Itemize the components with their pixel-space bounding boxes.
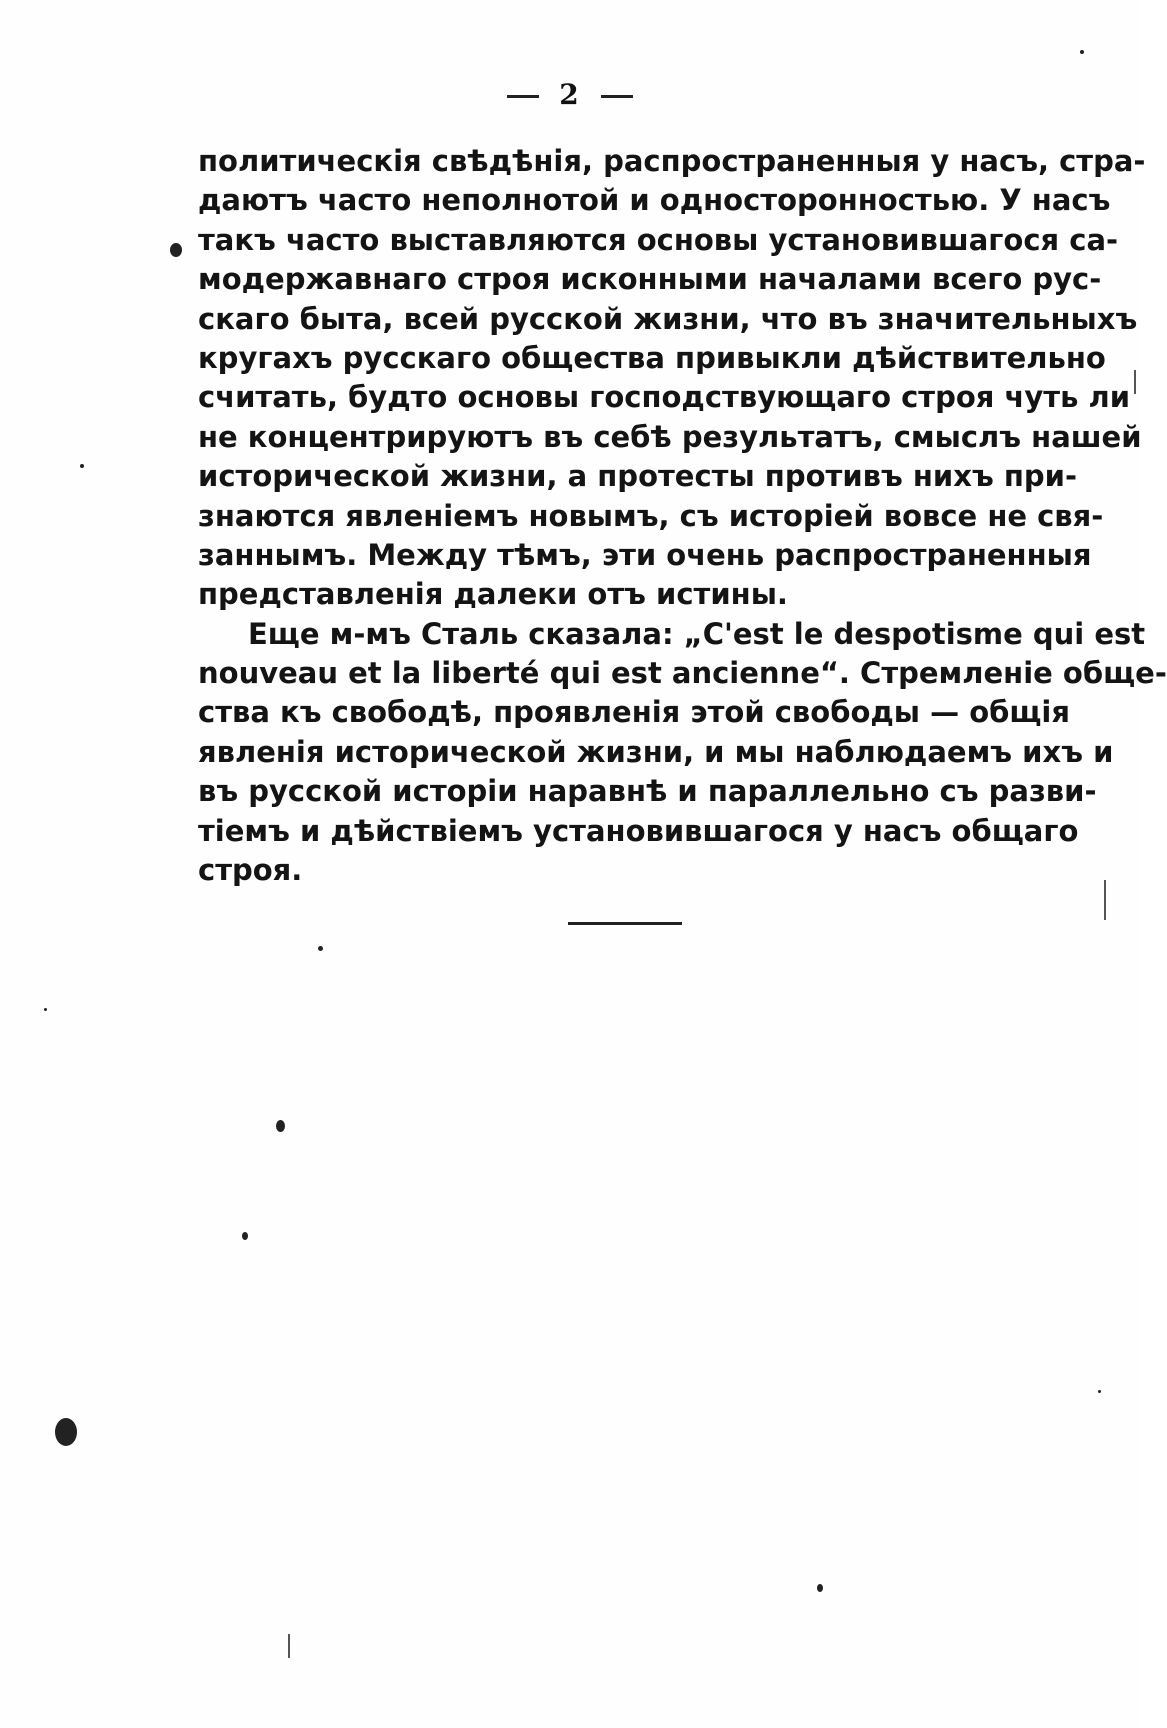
- text-line: даютъ часто неполнотой и односторонностью. У насъ: [198, 183, 1111, 218]
- text-line: Еще м-мъ Сталь сказала: „C'est le despotisme qui est: [248, 616, 1146, 651]
- ink-speck: [1098, 1390, 1101, 1393]
- ink-speck: [80, 464, 84, 468]
- text-line: скаго быта, всей русской жизни, что въ значительныхъ: [198, 301, 1138, 336]
- right-dash: [601, 95, 633, 98]
- ink-speck: [170, 243, 182, 257]
- text-line: политическія свѣдѣнія, распространенныя у насъ, стра-: [198, 144, 1146, 178]
- page-number-header: [0, 78, 1140, 111]
- ink-speck: [55, 1418, 77, 1446]
- page-number: 2: [559, 78, 581, 111]
- text-line: тіемъ и дѣйствіемъ установившагося у насъ общаго: [198, 813, 1079, 848]
- text-line: такъ часто выставляются основы установившагося са-: [198, 222, 1119, 257]
- scan-line: [1104, 880, 1106, 920]
- left-dash: [507, 95, 539, 98]
- ink-speck: [44, 1008, 47, 1011]
- scan-line: [288, 1634, 290, 1658]
- ink-speck: [817, 1584, 823, 1592]
- text-line: знаются явленіемъ новымъ, съ исторіей вовсе не свя-: [198, 498, 1104, 533]
- text-line: ства къ свободѣ, проявленія этой свободы — общія: [198, 695, 1070, 730]
- text-line: строя.: [198, 853, 303, 888]
- text-line: nouveau et la liberté qui est ancienne“. Стремленіе обще-: [198, 656, 1167, 691]
- ink-speck: [276, 1120, 285, 1132]
- text-line: явленія исторической жизни, и мы наблюдаемъ ихъ и: [198, 734, 1114, 769]
- text-line: не концентрируютъ въ себѣ результатъ, смыслъ нашей: [198, 419, 1142, 454]
- ink-speck: [318, 946, 323, 951]
- text-line: исторической жизни, а протесты противъ нихъ при-: [198, 459, 1077, 494]
- ink-speck: [1080, 50, 1084, 54]
- text-line: въ русской исторіи наравнѣ и параллельно съ разви-: [198, 774, 1097, 809]
- text-line: представленія далеки отъ истины.: [198, 577, 788, 612]
- body-text: [198, 142, 1167, 890]
- text-line: модержавнаго строя исконными началами всего рус-: [198, 262, 1102, 297]
- text-line: считать, будто основы господствующаго строя чуть ли: [198, 380, 1131, 415]
- text-line: заннымъ. Между тѣмъ, эти очень распространенныя: [198, 537, 1092, 572]
- scan-line: [1134, 370, 1136, 394]
- ink-speck: [242, 1232, 248, 1240]
- section-end-rule: [568, 922, 682, 925]
- text-line: кругахъ русскаго общества привыкли дѣйствительно: [198, 340, 1106, 375]
